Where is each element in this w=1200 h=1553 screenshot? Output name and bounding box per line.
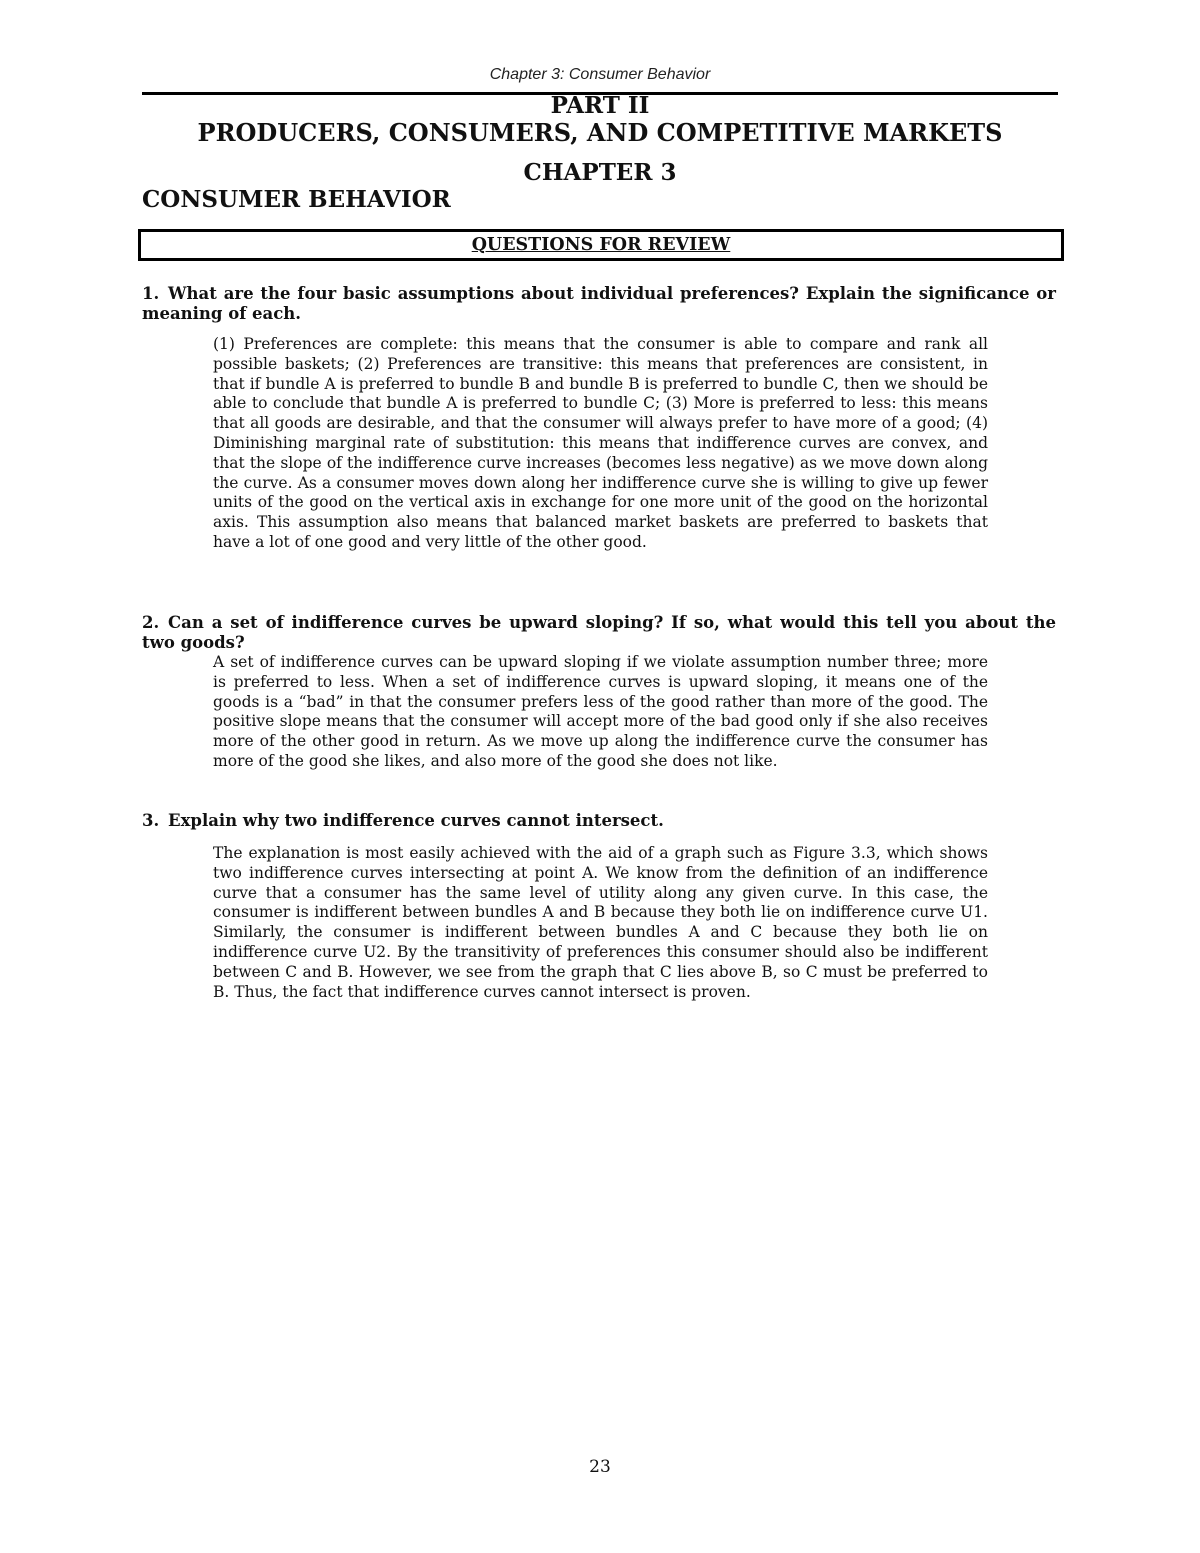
- chapter-number: CHAPTER 3: [523, 159, 677, 186]
- section-heading: QUESTIONS FOR REVIEW: [471, 235, 731, 255]
- answer-1: (1) Preferences are complete: this means that the consumer is able to compare and rank all possible baskets; (2) Preferences are transitive: this means that preferences are consistent, in that if bundle A is preferred to bundle B and bundle B is preferred to bundle C, then we should be able to conclude that bundle A is preferred to bundle C; (3) More is preferred to less: this means that all goods are desirable, and that the consumer will always prefer to have more of a good; (4) Diminishing marginal rate of substitution: this means that indifference curves are convex, and that the slope of the indifference curve increases (becomes less negative) as we move down along the curve. As a consumer moves down along her indifference curve she is willing to give up fewer units of the good on the vertical axis in exchange for one more unit of the good on the horizontal axis. This assumption also means that balanced market baskets are preferred to baskets that have a lot of one good and very little of the other good.: [213, 335, 988, 551]
- part-title: PART II: [550, 92, 650, 119]
- question-number: 2.: [142, 613, 160, 632]
- question-1: [142, 284, 1056, 324]
- question-number: 1.: [142, 284, 160, 303]
- chapter-title: CONSUMER BEHAVIOR: [142, 186, 451, 213]
- question-text: Can a set of indifference curves be upward sloping? If so, what would this tell you about the two goods?: [142, 613, 1056, 652]
- book-title: PRODUCERS, CONSUMERS, AND COMPETITIVE MARKETS: [197, 118, 1003, 147]
- question-2: [142, 613, 1056, 653]
- question-text: Explain why two indifference curves cannot intersect.: [168, 811, 664, 830]
- question-3: [142, 811, 1056, 831]
- answer-3: The explanation is most easily achieved with the aid of a graph such as Figure 3.3, which shows two indifference curves intersecting at point A. We know from the definition of an indifference curve that a consumer has the same level of utility along any given curve. In this case, the consumer is indifferent between bundles A and B because they both lie on indifference curve U1. Similarly, the consumer is indifferent between bundles A and C because they both lie on indifference curve U2. By the transitivity of preferences this consumer should also be indifferent between C and B. However, we see from the graph that C lies above B, so C must be preferred to B. Thus, the fact that indifference curves cannot intersect is proven.: [213, 844, 988, 1001]
- answer-2: A set of indifference curves can be upward sloping if we violate assumption number three; more is preferred to less. When a set of indifference curves is upward sloping, it means one of the goods is a “bad” in that the consumer prefers less of the good rather than more of the good. The positive slope means that the consumer will accept more of the bad good only if she also receives more of the other good in return. As we move up along the indifference curve the consumer has more of the good she likes, and also more of the good she does not like.: [213, 653, 988, 770]
- running-header: Chapter 3: Consumer Behavior: [489, 66, 711, 83]
- question-text: What are the four basic assumptions about individual preferences? Explain the significance or meaning of each.: [142, 284, 1056, 323]
- page-number: 23: [589, 1457, 611, 1477]
- section-heading-box: [138, 229, 1064, 261]
- question-number: 3.: [142, 811, 160, 830]
